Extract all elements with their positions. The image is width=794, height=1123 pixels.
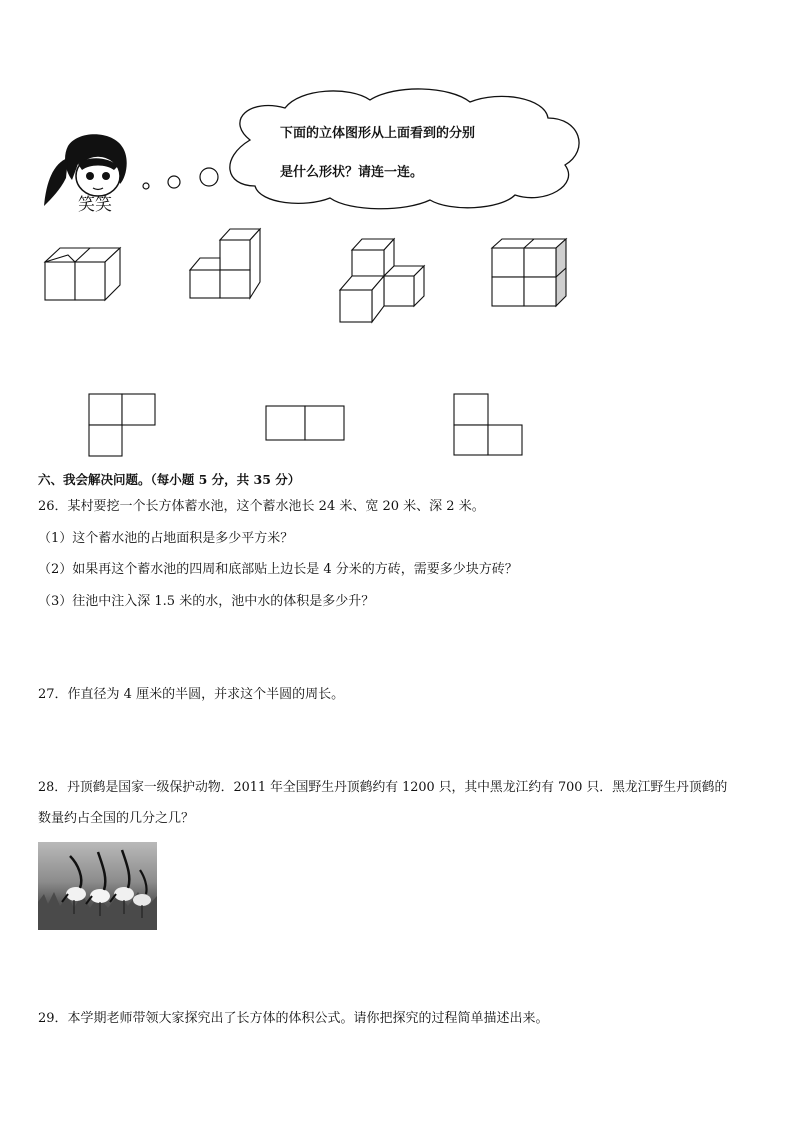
top-view-1 bbox=[89, 394, 155, 456]
bubble-line-2: 是什么形状？请连一连。 bbox=[280, 165, 424, 180]
question-28-line-2: 数量约占全国的几分之几？ bbox=[38, 811, 195, 826]
top-view-3 bbox=[454, 394, 522, 455]
question-26-part-3: （3）往池中注入深 1.5 米的水，池中水的体积是多少升？ bbox=[38, 594, 375, 609]
top-view-shapes bbox=[0, 0, 794, 470]
bubble-line-1: 下面的立体图形从上面看到的分别 bbox=[280, 126, 476, 141]
question-29-stem: 29．本学期老师带领大家探究出了长方体的体积公式。请你把探究的过程简单描述出来。 bbox=[38, 1011, 549, 1026]
question-26-part-1: （1）这个蓄水池的占地面积是多少平方米？ bbox=[38, 531, 294, 546]
mascot-label: 笑笑 bbox=[78, 195, 112, 215]
question-26-stem: 26．某村要挖一个长方体蓄水池，这个蓄水池长 24 米、宽 20 米、深 2 米。 bbox=[38, 499, 485, 514]
question-26-part-2: （2）如果再这个蓄水池的四周和底部贴上边长是 4 分米的方砖，需要多少块方砖？ bbox=[38, 562, 518, 577]
question-28-line-1: 28．丹顶鹤是国家一级保护动物．2011 年全国野生丹顶鹤约有 1200 只，其中黑龙江约有 700 只．黑龙江野生丹顶鹤的 bbox=[38, 780, 728, 795]
crane-photo bbox=[38, 842, 157, 930]
section-heading: 六、我会解决问题。（每小题 5 分，共 35 分） bbox=[38, 472, 301, 487]
question-27-stem: 27．作直径为 4 厘米的半圆，并求这个半圆的周长。 bbox=[38, 687, 345, 702]
top-view-2 bbox=[266, 406, 344, 440]
crane-silhouettes bbox=[38, 842, 157, 930]
